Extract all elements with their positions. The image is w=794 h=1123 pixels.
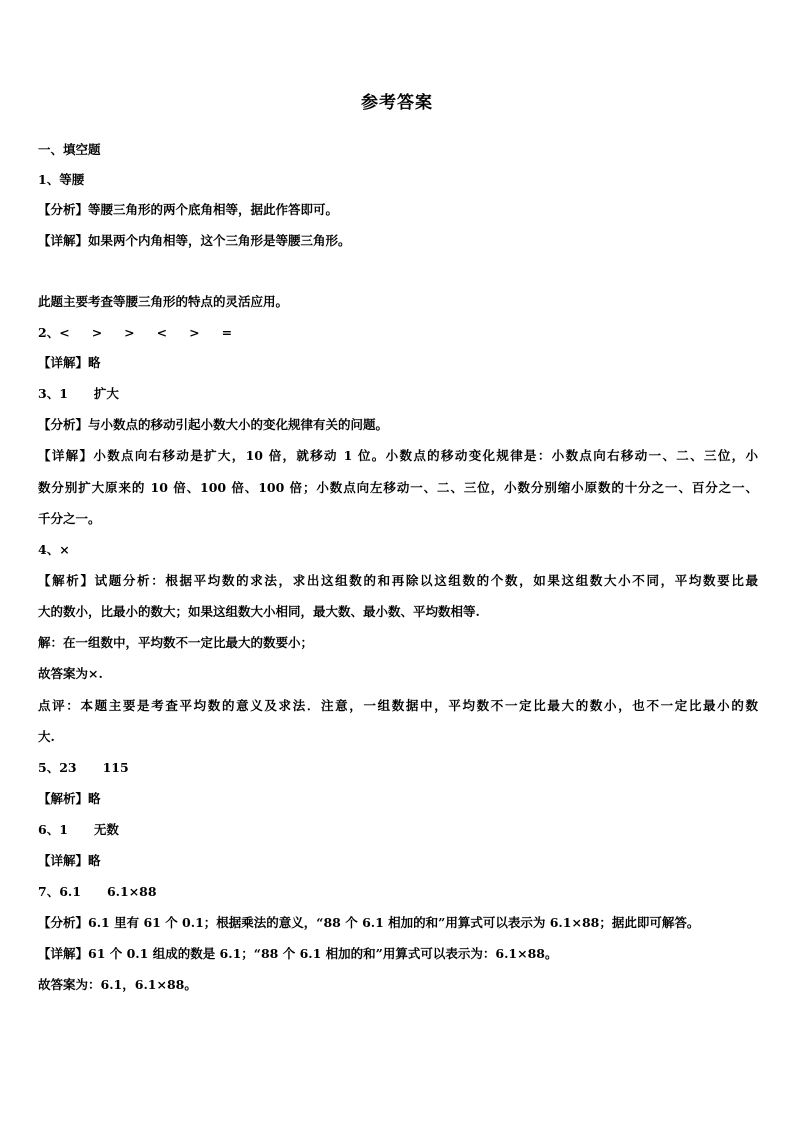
- q6-detail: 【详解】略: [38, 853, 101, 868]
- q3-detail-line-2: 数分别扩大原来的 10 倍、100 倍、100 倍；小数点向左移动一、二、三位，小数分别缩小原数的十分之一、百分之一、: [38, 480, 758, 495]
- q2-symbol: >: [189, 325, 200, 340]
- q1-answer: 等腰: [59, 172, 85, 187]
- q6-answer-2: 无数: [93, 822, 119, 837]
- q3-answer-1: 1: [59, 386, 68, 401]
- q7-detail: 【详解】61 个 0.1 组成的数是 6.1；“88 个 6.1 相加的和”用算式可以表示为：6.1×88。: [38, 946, 558, 961]
- q7-answer-2: 6.1×88: [106, 884, 157, 899]
- section-heading: 一、填空题: [38, 142, 101, 157]
- q4-comment-line-1: 点评：本题主要是考查平均数的意义及求法．注意，一组数据中，平均数不一定比最大的数小，也不一定比最小的数: [38, 698, 758, 713]
- q2-answer-line: [38, 325, 758, 341]
- q3-detail-line-1: 【详解】小数点向右移动是扩大，10 倍，就移动 1 位。小数点的移动变化规律是：小数点向右移动一、二、三位，小: [38, 448, 758, 463]
- page-title: 参考答案: [361, 93, 433, 113]
- q4-analysis-line-2: 大的数小，比最小的数大；如果这组数大小相同，最大数、最小数、平均数相等.: [38, 604, 480, 619]
- q3-detail-line-3: 千分之一。: [38, 511, 101, 526]
- q4-comment-line-2: 大.: [38, 729, 55, 744]
- q7-answer-line: [38, 884, 758, 900]
- q1-answer-line: [38, 172, 758, 188]
- q5-answer-line: [38, 760, 758, 776]
- q2-symbol: >: [124, 325, 135, 340]
- q2-symbol: >: [91, 325, 103, 340]
- q6-answer-1: 1: [59, 822, 68, 837]
- q5-answer-1: 23: [59, 760, 77, 775]
- q3-analysis: 【分析】与小数点的移动引起小数大小的变化规律有关的问题。: [38, 417, 389, 432]
- q7-answer-1: 6.1: [59, 884, 81, 899]
- q5-analysis: 【解析】略: [38, 791, 101, 806]
- q2-detail: 【详解】略: [38, 355, 101, 370]
- q1-analysis: 【分析】等腰三角形的两个底角相等，据此作答即可。: [38, 202, 339, 217]
- q1-note: 此题主要考查等腰三角形的特点的灵活应用。: [38, 294, 289, 309]
- q6-number: 6、: [38, 822, 60, 837]
- q4-number: 4、: [38, 542, 60, 557]
- q4-analysis-line-1: 【解析】试题分析：根据平均数的求法，求出这组数的和再除以这组数的个数，如果这组数大小不同，平均数要比最: [38, 573, 758, 588]
- q3-answer-line: [38, 386, 758, 402]
- q4-conclusion: 故答案为×.: [38, 666, 103, 681]
- q2-symbol: =: [221, 325, 233, 340]
- q2-number: 2、: [38, 325, 60, 340]
- q7-conclusion: 故答案为：6.1，6.1×88。: [38, 977, 197, 992]
- q7-analysis: 【分析】6.1 里有 61 个 0.1；根据乘法的意义，“88 个 6.1 相加的和”用算式可以表示为 6.1×88；据此即可解答。: [38, 915, 700, 930]
- q2-symbol: <: [156, 325, 168, 340]
- q4-answer: ×: [59, 542, 70, 557]
- q1-number: 1、: [38, 172, 60, 187]
- q7-number: 7、: [38, 884, 60, 899]
- q3-answer-2: 扩大: [93, 386, 119, 401]
- q5-answer-2: 115: [102, 760, 129, 775]
- q3-number: 3、: [38, 386, 60, 401]
- q5-number: 5、: [38, 760, 60, 775]
- q2-symbol: <: [59, 325, 70, 340]
- q4-answer-line: [38, 542, 758, 558]
- q1-detail: 【详解】如果两个内角相等，这个三角形是等腰三角形。: [38, 233, 351, 248]
- q6-answer-line: [38, 822, 758, 838]
- q4-solution: 解：在一组数中，平均数不一定比最大的数要小；: [38, 635, 314, 650]
